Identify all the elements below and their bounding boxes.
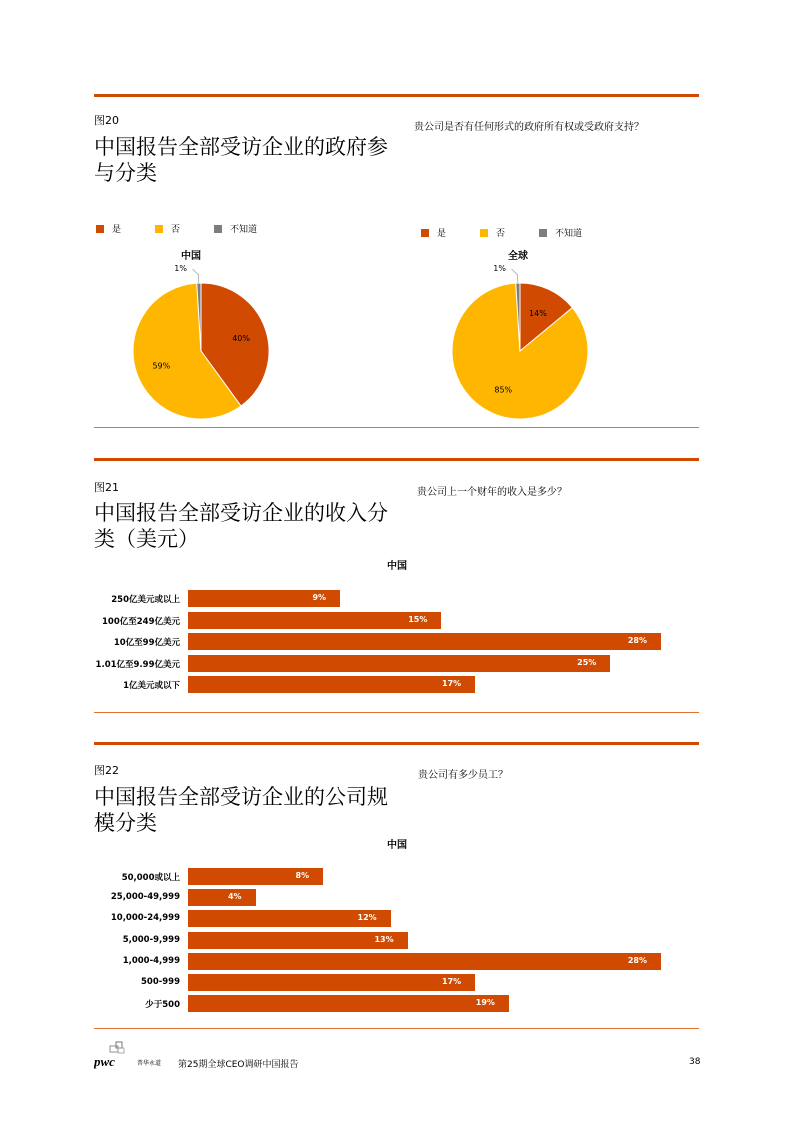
pie-data-label: 1%: [174, 264, 187, 274]
section-divider: [94, 458, 699, 461]
legend-label: 否: [171, 225, 181, 235]
figure-title: 中国报告全部受访企业的收入分类（美元）: [94, 501, 388, 551]
legend-swatch-no: [480, 229, 488, 237]
bar: [188, 889, 256, 906]
bar-category-label: 1.01亿至9.99亿美元: [95, 659, 180, 670]
bar-value-label: 9%: [312, 593, 327, 602]
bar: [188, 676, 475, 693]
survey-question: 贵公司是否有任何形式的政府所有权或受政府支持？: [414, 122, 644, 133]
bar-value-label: 15%: [408, 614, 428, 624]
bar: [188, 974, 475, 991]
bar-category-label: 50,000或以上: [121, 873, 180, 883]
bar: [188, 633, 661, 650]
bar: [188, 953, 661, 970]
bar: [188, 910, 391, 927]
figure-number: 图22: [94, 764, 119, 777]
legend-swatch-yes: [421, 229, 429, 237]
legend-label: 是: [437, 229, 447, 239]
section-divider: [94, 1028, 699, 1029]
legend-global: [421, 226, 616, 239]
bar-value-label: 12%: [357, 913, 377, 923]
bar: [188, 590, 340, 607]
legend-china: [96, 222, 291, 235]
legend-label: 否: [496, 229, 506, 239]
bar-category-label: 1亿美元或以下: [123, 681, 180, 691]
pie-title-china: 中国: [181, 251, 201, 262]
bar-value-label: 4%: [227, 892, 242, 902]
bar-category-label: 10亿至99亿美元: [113, 638, 180, 648]
pie-leader-line: [193, 269, 199, 283]
figure-title: 中国报告全部受访企业的政府参与分类: [94, 135, 388, 185]
legend-label: 是: [112, 225, 122, 235]
bar: [188, 868, 323, 885]
pwc-chinese-name: 普华永道: [137, 1060, 162, 1067]
bar-category-label: 250亿美元或以上: [111, 595, 180, 605]
section-divider: [94, 742, 699, 745]
pie-data-label: 1%: [493, 264, 506, 274]
bar-category-label: 5,000-9,999: [122, 934, 180, 945]
bar-category-label: 少于500: [145, 1000, 180, 1011]
bar-category-label: 100亿至249亿美元: [102, 616, 180, 627]
bar: [188, 995, 509, 1012]
bar-category-label: 500-999: [140, 977, 180, 987]
bar-value-label: 8%: [295, 871, 310, 880]
legend-swatch-yes: [96, 225, 104, 233]
bar-value-label: 28%: [627, 955, 647, 965]
section-divider: [94, 94, 699, 97]
legend-swatch-no: [155, 225, 163, 233]
section-divider: [94, 712, 699, 713]
survey-question: 贵公司有多少员工？: [418, 770, 508, 781]
figure-number: 图20: [94, 114, 119, 127]
bar-value-label: 13%: [374, 934, 394, 944]
bar-value-label: 28%: [627, 636, 647, 645]
section-divider: [94, 427, 699, 428]
pie-chart-china: [120, 262, 290, 427]
chart-title: 中国: [387, 840, 407, 851]
pie-data-label: 85%: [494, 385, 513, 395]
legend-label: 不知道: [230, 225, 258, 235]
bar: [188, 655, 610, 672]
figure-title: 中国报告全部受访企业的公司规模分类: [94, 785, 388, 835]
bar-category-label: 1,000-4,999: [122, 955, 180, 966]
bar-category-label: 10,000-24,999: [110, 913, 180, 924]
bar-value-label: 19%: [475, 998, 495, 1008]
report-name: 第25期全球CEO调研中国报告: [178, 1060, 299, 1070]
bar: [188, 932, 408, 949]
bar-value-label: 17%: [442, 679, 462, 688]
pwc-logo: [94, 1040, 134, 1070]
legend-swatch-unknown: [214, 225, 222, 233]
figure-number: 图21: [94, 481, 119, 494]
bar-value-label: 25%: [577, 657, 597, 667]
legend-label: 不知道: [555, 229, 583, 239]
pie-leader-line: [512, 269, 518, 283]
pie-data-label: 59%: [152, 361, 171, 371]
bar-value-label: 17%: [442, 977, 462, 986]
pie-title-global: 全球: [508, 251, 528, 262]
page-number: 38: [689, 1057, 701, 1067]
bar-category-label: 25,000-49,999: [110, 892, 180, 903]
pie-chart-global: [440, 262, 610, 427]
pie-data-label: 40%: [232, 333, 250, 343]
legend-swatch-unknown: [539, 229, 547, 237]
chart-title: 中国: [387, 561, 407, 572]
bar: [188, 612, 441, 629]
survey-question: 贵公司上一个财年的收入是多少？: [417, 487, 567, 498]
svg-text:pwc: pwc: [94, 1054, 115, 1069]
pie-data-label: 14%: [529, 308, 547, 318]
